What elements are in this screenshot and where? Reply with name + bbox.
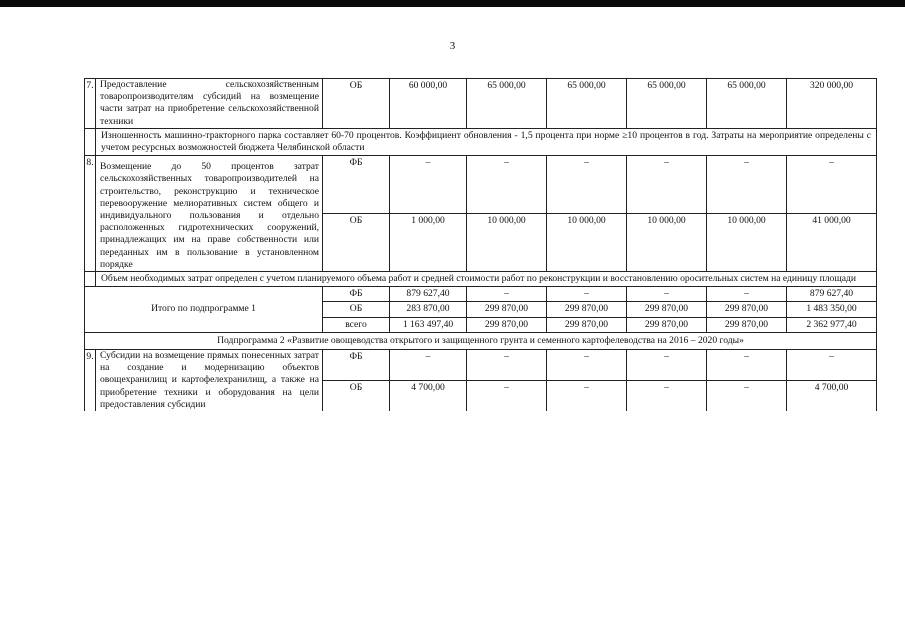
funding-source: ФБ xyxy=(323,156,390,214)
funding-source: ОБ xyxy=(323,214,390,272)
subprogram-header-row xyxy=(85,332,877,349)
value-cell: 65 000,00 xyxy=(627,79,707,129)
program-funding-table xyxy=(84,78,877,411)
justification-note: Объем необходимых затрат определен с учетом планируемого объема работ и средней стоимости работ по реконструкции и восстановлению оросительных систем на единицу площади xyxy=(96,272,877,287)
value-cell: 299 870,00 xyxy=(467,317,547,332)
value-cell: 4 700,00 xyxy=(390,381,467,411)
measure-description: Предоставление сельскохозяйственным товаропроизводителям субсидий на возмещение части затрат на приобретение сельскохозяйственной техники xyxy=(96,79,323,129)
funding-source: ОБ xyxy=(323,79,390,129)
page-number: 3 xyxy=(449,40,456,52)
value-cell: – xyxy=(547,350,627,381)
value-cell: 10 000,00 xyxy=(707,214,787,272)
funding-source: всего xyxy=(323,317,390,332)
table-row-7-note xyxy=(85,128,877,155)
justification-note: Изношенность машинно-тракторного парка составляет 60-70 процентов. Коэффициент обновления - 1,5 процента при норме ≥10 процентов в год. Затраты на мероприятие определены с учетом ресурсных возможностей бюджета Челябинской области xyxy=(96,128,877,155)
value-cell: 65 000,00 xyxy=(707,79,787,129)
row-number: 9. xyxy=(85,350,96,412)
subprogram-2-title: Подпрограмма 2 «Развитие овощеводства открытого и защищенного грунта и семенного картофелеводства на 2016 – 2020 годы» xyxy=(85,332,877,349)
measure-description: Возмещение до 50 процентов затрат сельскохозяйственных товаропроизводителей на строительство, реконструкцию и техническое перевооружение мелиоративных систем общего и индивидуального пользования и отдельно расположенных гидротехнических сооружений, принадлежащих им на праве собственности или переданных им в пользование в установленном порядке xyxy=(96,156,323,272)
row-number: 8. xyxy=(85,156,96,272)
value-cell: – xyxy=(627,156,707,214)
table-row-8-note xyxy=(85,272,877,287)
value-cell: – xyxy=(627,350,707,381)
value-cell: – xyxy=(467,350,547,381)
value-cell: 65 000,00 xyxy=(467,79,547,129)
value-cell: – xyxy=(467,381,547,411)
value-cell: – xyxy=(707,350,787,381)
value-cell: – xyxy=(707,381,787,411)
value-cell: 299 870,00 xyxy=(707,302,787,317)
value-cell: 1 000,00 xyxy=(390,214,467,272)
subprogram-total-label: Итого по подпрограмме 1 xyxy=(85,287,323,333)
funding-source: ОБ xyxy=(323,302,390,317)
value-cell: – xyxy=(467,287,547,302)
value-cell: 41 000,00 xyxy=(787,214,877,272)
value-cell: 320 000,00 xyxy=(787,79,877,129)
total-row-fb xyxy=(85,287,877,302)
value-cell: – xyxy=(547,156,627,214)
funding-source: ФБ xyxy=(323,287,390,302)
value-cell: 2 362 977,40 xyxy=(787,317,877,332)
value-cell: 60 000,00 xyxy=(390,79,467,129)
value-cell: – xyxy=(787,350,877,381)
value-cell: 299 870,00 xyxy=(467,302,547,317)
value-cell: – xyxy=(547,287,627,302)
value-cell: 1 483 350,00 xyxy=(787,302,877,317)
funding-source: ФБ xyxy=(323,350,390,381)
value-cell: 299 870,00 xyxy=(627,317,707,332)
measure-description: Субсидии на возмещение прямых понесенных затрат на создание и модернизацию объектов овощехранилищ и картофелехранилищ, а также на приобретение техники и оборудования на цели предоставления субсидии xyxy=(96,350,323,412)
value-cell: – xyxy=(390,350,467,381)
row-number: 7. xyxy=(85,79,96,129)
value-cell: 283 870,00 xyxy=(390,302,467,317)
value-cell: – xyxy=(390,156,467,214)
value-cell: – xyxy=(707,287,787,302)
value-cell: – xyxy=(627,381,707,411)
value-cell: – xyxy=(707,156,787,214)
value-cell: 10 000,00 xyxy=(547,214,627,272)
value-cell: 299 870,00 xyxy=(547,302,627,317)
value-cell: 879 627,40 xyxy=(787,287,877,302)
value-cell: – xyxy=(467,156,547,214)
value-cell: 10 000,00 xyxy=(467,214,547,272)
value-cell: – xyxy=(627,287,707,302)
table-row-9-fb xyxy=(85,350,877,381)
value-cell: 4 700,00 xyxy=(787,381,877,411)
value-cell: – xyxy=(547,381,627,411)
value-cell: 879 627,40 xyxy=(390,287,467,302)
value-cell: 299 870,00 xyxy=(547,317,627,332)
top-scan-border xyxy=(0,0,905,7)
table-row-8-fb xyxy=(85,156,877,214)
value-cell: 65 000,00 xyxy=(547,79,627,129)
table-row-7 xyxy=(85,79,877,129)
value-cell: – xyxy=(787,156,877,214)
value-cell: 10 000,00 xyxy=(627,214,707,272)
value-cell: 299 870,00 xyxy=(627,302,707,317)
value-cell: 299 870,00 xyxy=(707,317,787,332)
value-cell: 1 163 497,40 xyxy=(390,317,467,332)
funding-source: ОБ xyxy=(323,381,390,411)
